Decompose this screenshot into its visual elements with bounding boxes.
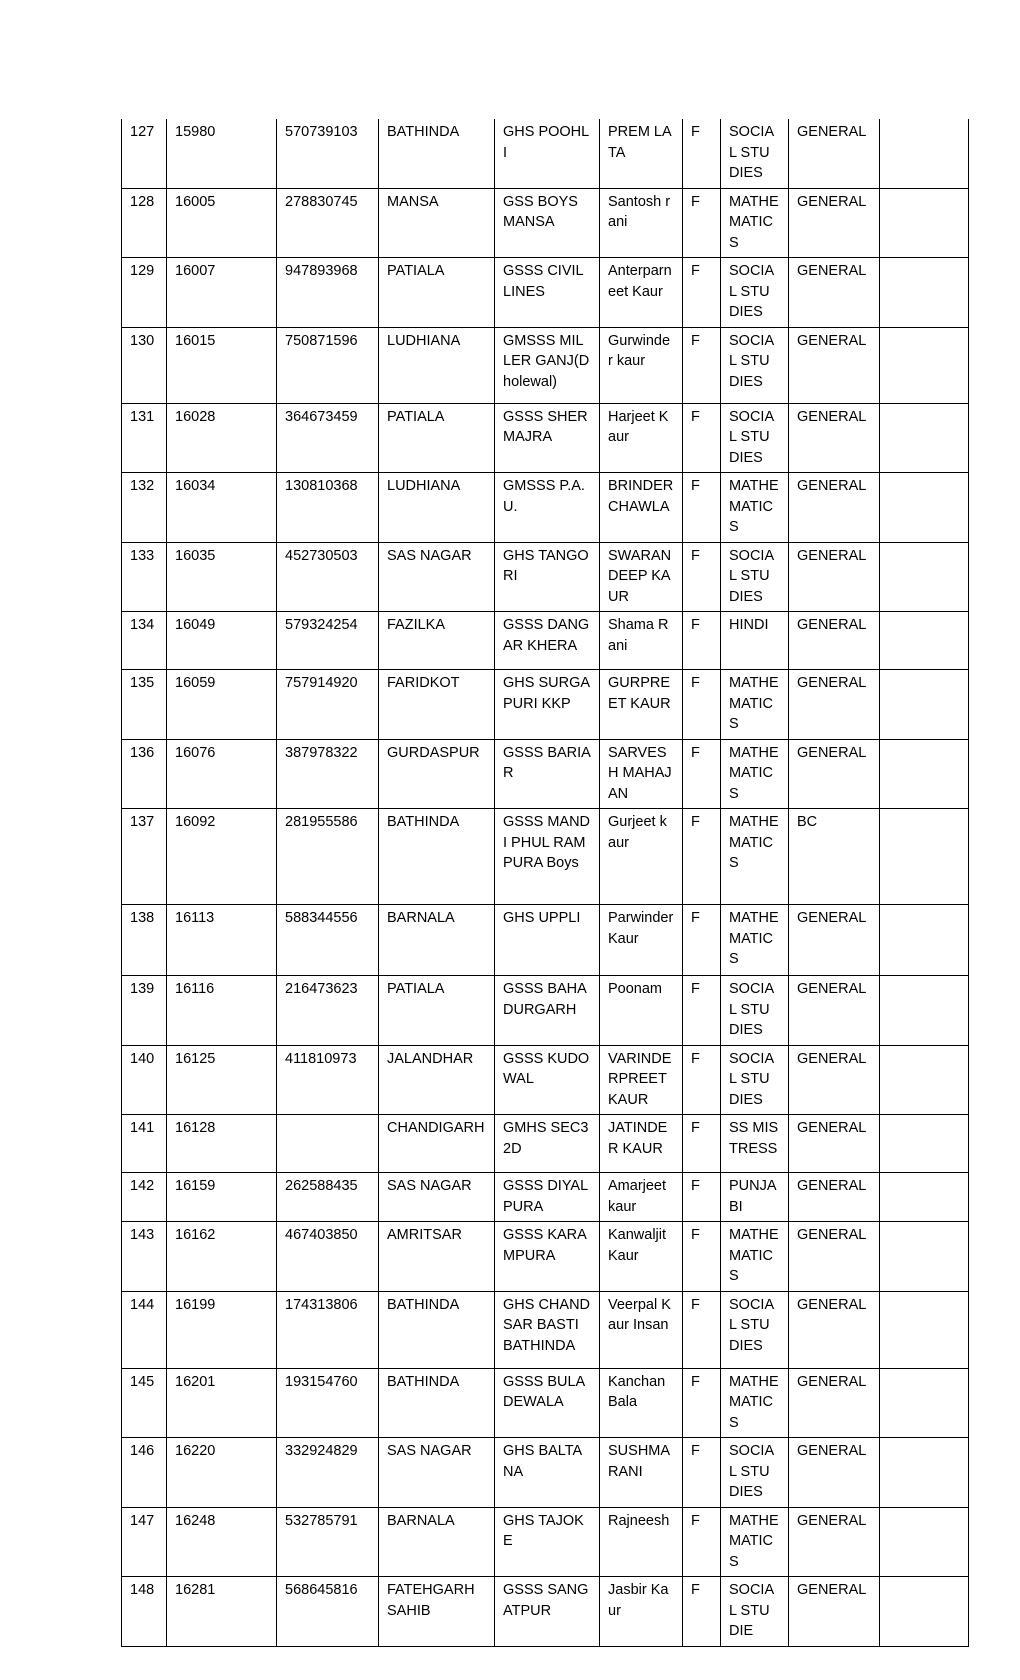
teacher-list-table [121,119,969,1647]
remark-cell [880,1438,969,1508]
school-cell: GSSS BAHADURGARH [495,976,600,1046]
gender-cell: F [683,119,721,188]
school-cell: GHS BALTANA [495,1438,600,1508]
employee-code-cell: 216473623 [277,976,379,1046]
employee-code-cell: 467403850 [277,1222,379,1292]
teacher-name-cell: SARVESH MAHAJAN [600,739,683,809]
serial-number-cell: 144 [122,1291,167,1368]
category-cell: GENERAL [789,976,880,1046]
table-row [122,905,969,976]
employee-code-cell: 452730503 [277,542,379,612]
remark-cell [880,327,969,403]
category-cell: GENERAL [789,1115,880,1173]
school-cell: GSSS BULADEWALA [495,1368,600,1438]
employee-code-cell: 332924829 [277,1438,379,1508]
table-row [122,542,969,612]
district-cell: JALANDHAR [379,1045,495,1115]
district-cell: PATIALA [379,258,495,328]
remark-cell [880,976,969,1046]
remark-cell [880,739,969,809]
district-cell: BATHINDA [379,809,495,905]
school-cell: GMSSS P.A.U. [495,473,600,543]
serial-number-cell: 147 [122,1507,167,1577]
table-row [122,1507,969,1577]
district-cell: BARNALA [379,1507,495,1577]
employee-code-cell: 130810368 [277,473,379,543]
subject-cell: MATHEMATICS [721,1368,789,1438]
school-cell: GSSS CIVIL LINES [495,258,600,328]
district-cell: AMRITSAR [379,1222,495,1292]
teacher-name-cell: Shama Rani [600,612,683,670]
teacher-name-cell: Santosh rani [600,188,683,258]
subject-cell: MATHEMATICS [721,1222,789,1292]
table-body [122,119,969,1646]
gender-cell: F [683,1438,721,1508]
table-row [122,188,969,258]
category-cell: GENERAL [789,258,880,328]
school-cell: GMHS SEC32D [495,1115,600,1173]
school-cell: GSSS DIYALPURA [495,1173,600,1222]
teacher-name-cell: BRINDER CHAWLA [600,473,683,543]
subject-cell: SOCIAL STUDIES [721,258,789,328]
serial-number-cell: 132 [122,473,167,543]
employee-code-cell: 278830745 [277,188,379,258]
serial-number-cell: 139 [122,976,167,1046]
district-cell: GURDASPUR [379,739,495,809]
remark-cell [880,1577,969,1647]
school-cell: GSSS MANDI PHUL RAMPURA Boys [495,809,600,905]
teacher-name-cell: VARINDERPREET KAUR [600,1045,683,1115]
employee-code-cell: 532785791 [277,1507,379,1577]
category-cell: GENERAL [789,1577,880,1647]
category-cell: GENERAL [789,403,880,473]
serial-number-cell: 136 [122,739,167,809]
table-row [122,473,969,543]
teacher-name-cell: Poonam [600,976,683,1046]
serial-number-cell: 133 [122,542,167,612]
teacher-name-cell: GURPREET KAUR [600,670,683,740]
application-id-cell: 16059 [167,670,277,740]
application-id-cell: 16116 [167,976,277,1046]
district-cell: SAS NAGAR [379,542,495,612]
subject-cell: SS MISTRESS [721,1115,789,1173]
application-id-cell: 16162 [167,1222,277,1292]
school-cell: GHS CHANDSAR BASTI BATHINDA [495,1291,600,1368]
school-cell: GHS SURGAPURI KKP [495,670,600,740]
teacher-name-cell: Anterparneet Kaur [600,258,683,328]
teacher-name-cell: Gurjeet kaur [600,809,683,905]
district-cell: MANSA [379,188,495,258]
employee-code-cell: 947893968 [277,258,379,328]
serial-number-cell: 138 [122,905,167,976]
subject-cell: SOCIAL STUDIES [721,1045,789,1115]
category-cell: GENERAL [789,542,880,612]
remark-cell [880,1368,969,1438]
teacher-name-cell: PREM LATA [600,119,683,188]
application-id-cell: 16199 [167,1291,277,1368]
category-cell: GENERAL [789,119,880,188]
category-cell: GENERAL [789,739,880,809]
subject-cell: MATHEMATICS [721,188,789,258]
serial-number-cell: 148 [122,1577,167,1647]
gender-cell: F [683,473,721,543]
remark-cell [880,809,969,905]
subject-cell: SOCIAL STUDIES [721,403,789,473]
employee-code-cell: 262588435 [277,1173,379,1222]
employee-code-cell: 570739103 [277,119,379,188]
teacher-name-cell: Gurwinder kaur [600,327,683,403]
category-cell: GENERAL [789,905,880,976]
table-row [122,1368,969,1438]
remark-cell [880,1291,969,1368]
employee-code-cell: 364673459 [277,403,379,473]
employee-code-cell: 193154760 [277,1368,379,1438]
subject-cell: SOCIAL STUDIE [721,1577,789,1647]
district-cell: BATHINDA [379,1291,495,1368]
teacher-name-cell: SWARANDEEP KAUR [600,542,683,612]
gender-cell: F [683,1173,721,1222]
subject-cell: MATHEMATICS [721,1507,789,1577]
district-cell: BATHINDA [379,1368,495,1438]
table-row [122,327,969,403]
remark-cell [880,1045,969,1115]
remark-cell [880,1115,969,1173]
remark-cell [880,119,969,188]
category-cell: GENERAL [789,670,880,740]
district-cell: FARIDKOT [379,670,495,740]
subject-cell: SOCIAL STUDIES [721,1438,789,1508]
gender-cell: F [683,327,721,403]
remark-cell [880,1507,969,1577]
application-id-cell: 16281 [167,1577,277,1647]
remark-cell [880,1173,969,1222]
teacher-name-cell: Jasbir Kaur [600,1577,683,1647]
school-cell: GSS BOYS MANSA [495,188,600,258]
category-cell: GENERAL [789,473,880,543]
teacher-name-cell: Rajneesh [600,1507,683,1577]
subject-cell: SOCIAL STUDIES [721,1291,789,1368]
gender-cell: F [683,1507,721,1577]
application-id-cell: 16092 [167,809,277,905]
serial-number-cell: 129 [122,258,167,328]
employee-code-cell: 387978322 [277,739,379,809]
category-cell: GENERAL [789,1045,880,1115]
application-id-cell: 16007 [167,258,277,328]
application-id-cell: 16125 [167,1045,277,1115]
subject-cell: MATHEMATICS [721,670,789,740]
application-id-cell: 15980 [167,119,277,188]
school-cell: GSSS SANGATPUR [495,1577,600,1647]
serial-number-cell: 134 [122,612,167,670]
table-row [122,1173,969,1222]
category-cell: GENERAL [789,327,880,403]
serial-number-cell: 131 [122,403,167,473]
gender-cell: F [683,188,721,258]
employee-code-cell: 750871596 [277,327,379,403]
subject-cell: MATHEMATICS [721,739,789,809]
subject-cell: HINDI [721,612,789,670]
table-row [122,1438,969,1508]
application-id-cell: 16049 [167,612,277,670]
subject-cell: SOCIAL STUDIES [721,542,789,612]
gender-cell: F [683,1115,721,1173]
gender-cell: F [683,905,721,976]
table-row [122,1222,969,1292]
application-id-cell: 16005 [167,188,277,258]
gender-cell: F [683,739,721,809]
serial-number-cell: 135 [122,670,167,740]
school-cell: GSSS DANGAR KHERA [495,612,600,670]
gender-cell: F [683,1045,721,1115]
serial-number-cell: 127 [122,119,167,188]
remark-cell [880,542,969,612]
remark-cell [880,188,969,258]
teacher-name-cell: Kanchan Bala [600,1368,683,1438]
subject-cell: MATHEMATICS [721,905,789,976]
district-cell: PATIALA [379,976,495,1046]
teacher-name-cell: Amarjeet kaur [600,1173,683,1222]
school-cell: GSSS SHERMAJRA [495,403,600,473]
application-id-cell: 16034 [167,473,277,543]
district-cell: LUDHIANA [379,327,495,403]
district-cell: BARNALA [379,905,495,976]
table-row [122,258,969,328]
category-cell: GENERAL [789,1507,880,1577]
remark-cell [880,473,969,543]
school-cell: GSSS KUDOWAL [495,1045,600,1115]
employee-code-cell: 757914920 [277,670,379,740]
remark-cell [880,1222,969,1292]
application-id-cell: 16028 [167,403,277,473]
employee-code-cell: 411810973 [277,1045,379,1115]
remark-cell [880,258,969,328]
gender-cell: F [683,403,721,473]
table-row [122,403,969,473]
gender-cell: F [683,542,721,612]
category-cell: GENERAL [789,1222,880,1292]
category-cell: GENERAL [789,1438,880,1508]
employee-code-cell: 568645816 [277,1577,379,1647]
employee-code-cell: 579324254 [277,612,379,670]
serial-number-cell: 142 [122,1173,167,1222]
school-cell: GHS POOHLI [495,119,600,188]
serial-number-cell: 143 [122,1222,167,1292]
teacher-name-cell: Harjeet Kaur [600,403,683,473]
gender-cell: F [683,1577,721,1647]
remark-cell [880,905,969,976]
school-cell: GHS TANGORI [495,542,600,612]
employee-code-cell: 281955586 [277,809,379,905]
table-row [122,1045,969,1115]
remark-cell [880,612,969,670]
district-cell: SAS NAGAR [379,1173,495,1222]
teacher-name-cell: JATINDER KAUR [600,1115,683,1173]
application-id-cell: 16035 [167,542,277,612]
serial-number-cell: 145 [122,1368,167,1438]
table-row [122,739,969,809]
district-cell: CHANDIGARH [379,1115,495,1173]
subject-cell: PUNJABI [721,1173,789,1222]
application-id-cell: 16113 [167,905,277,976]
application-id-cell: 16128 [167,1115,277,1173]
table-row [122,612,969,670]
gender-cell: F [683,1368,721,1438]
category-cell: GENERAL [789,1173,880,1222]
district-cell: LUDHIANA [379,473,495,543]
teacher-name-cell: Parwinder Kaur [600,905,683,976]
school-cell: GMSSS MILLER GANJ(Dholewal) [495,327,600,403]
school-cell: GSSS KARAMPURA [495,1222,600,1292]
remark-cell [880,403,969,473]
category-cell: GENERAL [789,1368,880,1438]
category-cell: BC [789,809,880,905]
gender-cell: F [683,258,721,328]
gender-cell: F [683,1291,721,1368]
gender-cell: F [683,976,721,1046]
category-cell: GENERAL [789,612,880,670]
serial-number-cell: 141 [122,1115,167,1173]
application-id-cell: 16076 [167,739,277,809]
employee-code-cell: 174313806 [277,1291,379,1368]
gender-cell: F [683,670,721,740]
table-row [122,1577,969,1647]
district-cell: FATEHGARH SAHIB [379,1577,495,1647]
subject-cell: SOCIAL STUDIES [721,119,789,188]
serial-number-cell: 137 [122,809,167,905]
table-row [122,670,969,740]
table-row [122,1115,969,1173]
application-id-cell: 16201 [167,1368,277,1438]
serial-number-cell: 128 [122,188,167,258]
subject-cell: SOCIAL STUDIES [721,327,789,403]
school-cell: GSSS BARIAR [495,739,600,809]
school-cell: GHS UPPLI [495,905,600,976]
application-id-cell: 16015 [167,327,277,403]
district-cell: FAZILKA [379,612,495,670]
serial-number-cell: 146 [122,1438,167,1508]
table-row [122,119,969,188]
subject-cell: MATHEMATICS [721,809,789,905]
application-id-cell: 16159 [167,1173,277,1222]
table-row [122,976,969,1046]
subject-cell: SOCIAL STUDIES [721,976,789,1046]
teacher-name-cell: Veerpal Kaur Insan [600,1291,683,1368]
teacher-name-cell: Kanwaljit Kaur [600,1222,683,1292]
employee-code-cell: 588344556 [277,905,379,976]
application-id-cell: 16248 [167,1507,277,1577]
employee-code-cell [277,1115,379,1173]
table-row [122,1291,969,1368]
gender-cell: F [683,1222,721,1292]
district-cell: PATIALA [379,403,495,473]
gender-cell: F [683,809,721,905]
school-cell: GHS TAJOKE [495,1507,600,1577]
application-id-cell: 16220 [167,1438,277,1508]
serial-number-cell: 130 [122,327,167,403]
district-cell: BATHINDA [379,119,495,188]
category-cell: GENERAL [789,188,880,258]
teacher-name-cell: SUSHMA RANI [600,1438,683,1508]
serial-number-cell: 140 [122,1045,167,1115]
subject-cell: MATHEMATICS [721,473,789,543]
table-row [122,809,969,905]
category-cell: GENERAL [789,1291,880,1368]
district-cell: SAS NAGAR [379,1438,495,1508]
gender-cell: F [683,612,721,670]
remark-cell [880,670,969,740]
